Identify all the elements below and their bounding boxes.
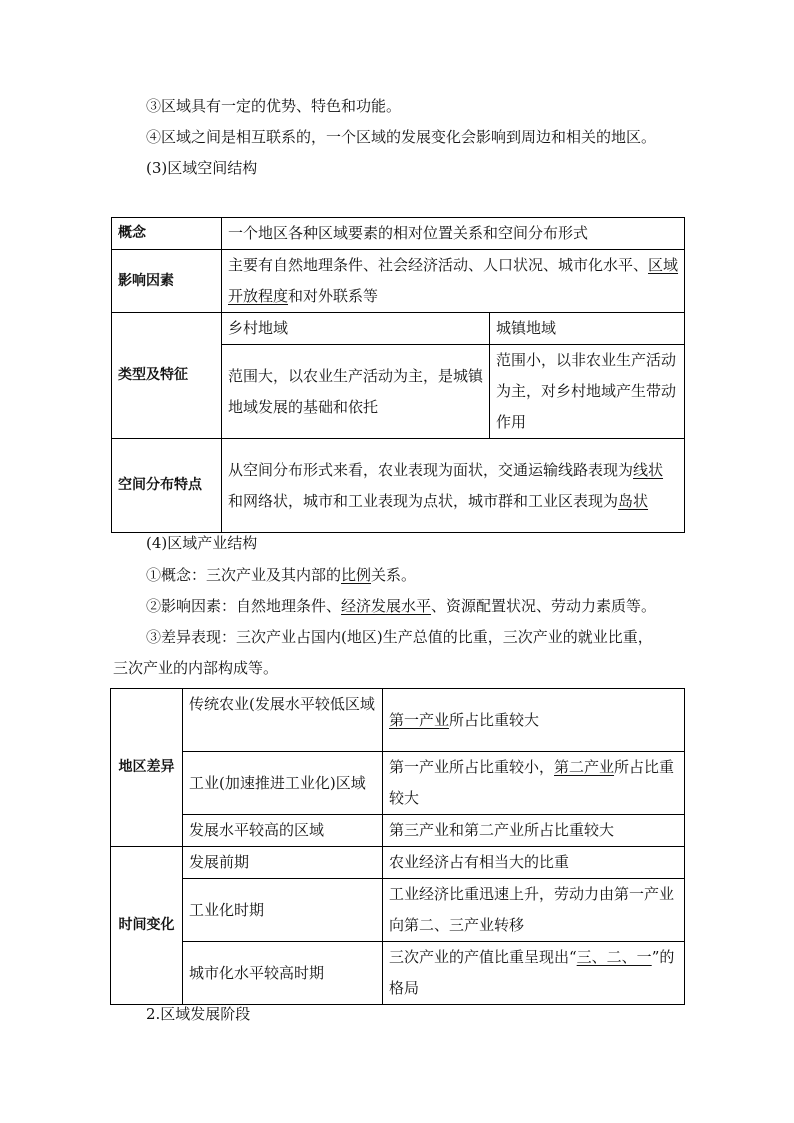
factors-text-part: 主要有自然地理条件、社会经济活动、人口状况、城市化水平、	[228, 256, 649, 274]
description-cell	[383, 752, 685, 815]
industry-differences-continuation: 三次产业的内部构成等。	[113, 659, 279, 677]
text-part: 关系。	[371, 566, 417, 584]
factors-text	[222, 250, 685, 313]
industry-structure-table	[110, 688, 685, 1005]
underlined-term: 比例	[341, 566, 372, 584]
text-part: 所占比重较大	[389, 758, 675, 807]
distribution-text	[222, 439, 685, 533]
stage-cell: 城市化水平较高时期	[183, 942, 383, 1005]
row-label-distribution: 空间分布特点	[112, 439, 222, 533]
stage-cell: 传统农业(发展水平较低区域	[183, 689, 383, 752]
concept-text: 一个地区各种区域要素的相对位置关系和空间分布形式	[222, 218, 685, 250]
description-cell	[383, 942, 685, 1005]
table-row-concept	[112, 218, 685, 250]
text-part: 第一产业所占比重较小，	[389, 758, 555, 776]
table-row	[111, 879, 685, 942]
rural-text: 范围大，以农业生产活动为主，是城镇地域发展的基础和依托	[222, 345, 490, 439]
group-label-region: 地区差异	[111, 689, 183, 847]
underlined-term: 三、二、一	[576, 948, 652, 966]
text-part: ②影响因素：自然地理条件、	[146, 597, 342, 615]
text-part: ”的格局	[389, 948, 675, 997]
row-label-types: 类型及特征	[112, 313, 222, 439]
underlined-term: 第二产业	[554, 758, 615, 776]
intro-line-3: ③区域具有一定的优势、特色和功能。	[146, 97, 402, 115]
distribution-underlined-term: 岛状	[618, 491, 649, 510]
factors-text-part: 和对外联系等	[288, 287, 379, 305]
section-heading-development-stages: 2.区域发展阶段	[146, 1005, 251, 1023]
rural-title: 乡村地域	[222, 313, 490, 345]
text-part: 、资源配置状况、劳动力素质等。	[431, 597, 657, 615]
urban-title: 城镇地域	[490, 313, 685, 345]
table-row	[111, 752, 685, 815]
distribution-text-part: 从空间分布形式来看，农业表现为面状，交通运输线路表现为	[228, 460, 634, 479]
stage-cell: 发展水平较高的区域	[183, 815, 383, 847]
text-part: ①概念：三次产业及其内部的	[146, 566, 342, 584]
industry-differences-line: ③差异表现：三次产业占国内(地区)生产总值的比重，三次产业的就业比重，	[146, 628, 653, 646]
factors-underlined-term: 区域开放程度	[228, 256, 679, 305]
row-label-concept: 概念	[112, 218, 222, 250]
underlined-term: 第一产业	[389, 710, 450, 729]
distribution-text-part: 和网络状，城市和工业表现为点状，城市群和工业区表现为	[228, 491, 619, 510]
stage-cell: 发展前期	[183, 847, 383, 879]
distribution-underlined-term: 线状	[633, 460, 664, 479]
table-row-factors	[112, 250, 685, 313]
industry-concept-line	[146, 564, 416, 586]
table-row	[111, 815, 685, 847]
group-label-time: 时间变化	[111, 847, 183, 1005]
text-part: 所占比重较大	[449, 710, 540, 729]
urban-text: 范围小，以非农业生产活动为主，对乡村地域产生带动作用	[490, 345, 685, 439]
section-heading-industry-structure: (4)区域产业结构	[146, 534, 258, 552]
stage-cell: 工业化时期	[183, 879, 383, 942]
row-label-factors: 影响因素	[112, 250, 222, 313]
table-row	[111, 942, 685, 1005]
stage-cell: 工业(加速推进工业化)区域	[183, 752, 383, 815]
description-cell: 农业经济占有相当大的比重	[383, 847, 685, 879]
spatial-structure-table	[111, 217, 685, 533]
table-row-distribution	[112, 439, 685, 533]
table-row-types-header	[112, 313, 685, 345]
description-cell	[383, 689, 685, 752]
description-cell: 工业经济比重迅速上升，劳动力由第一产业向第二、三产业转移	[383, 879, 685, 942]
table-row	[111, 847, 685, 879]
intro-line-4: ④区域之间是相互联系的，一个区域的发展变化会影响到周边和相关的地区。	[146, 128, 657, 146]
underlined-term: 经济发展水平	[341, 597, 432, 615]
description-cell: 第三产业和第二产业所占比重较大	[383, 815, 685, 847]
section-heading-spatial-structure: (3)区域空间结构	[146, 159, 258, 177]
industry-factors-line	[146, 595, 656, 617]
text-part: 三次产业的产值比重呈现出“	[389, 948, 577, 966]
table-row	[111, 689, 685, 752]
